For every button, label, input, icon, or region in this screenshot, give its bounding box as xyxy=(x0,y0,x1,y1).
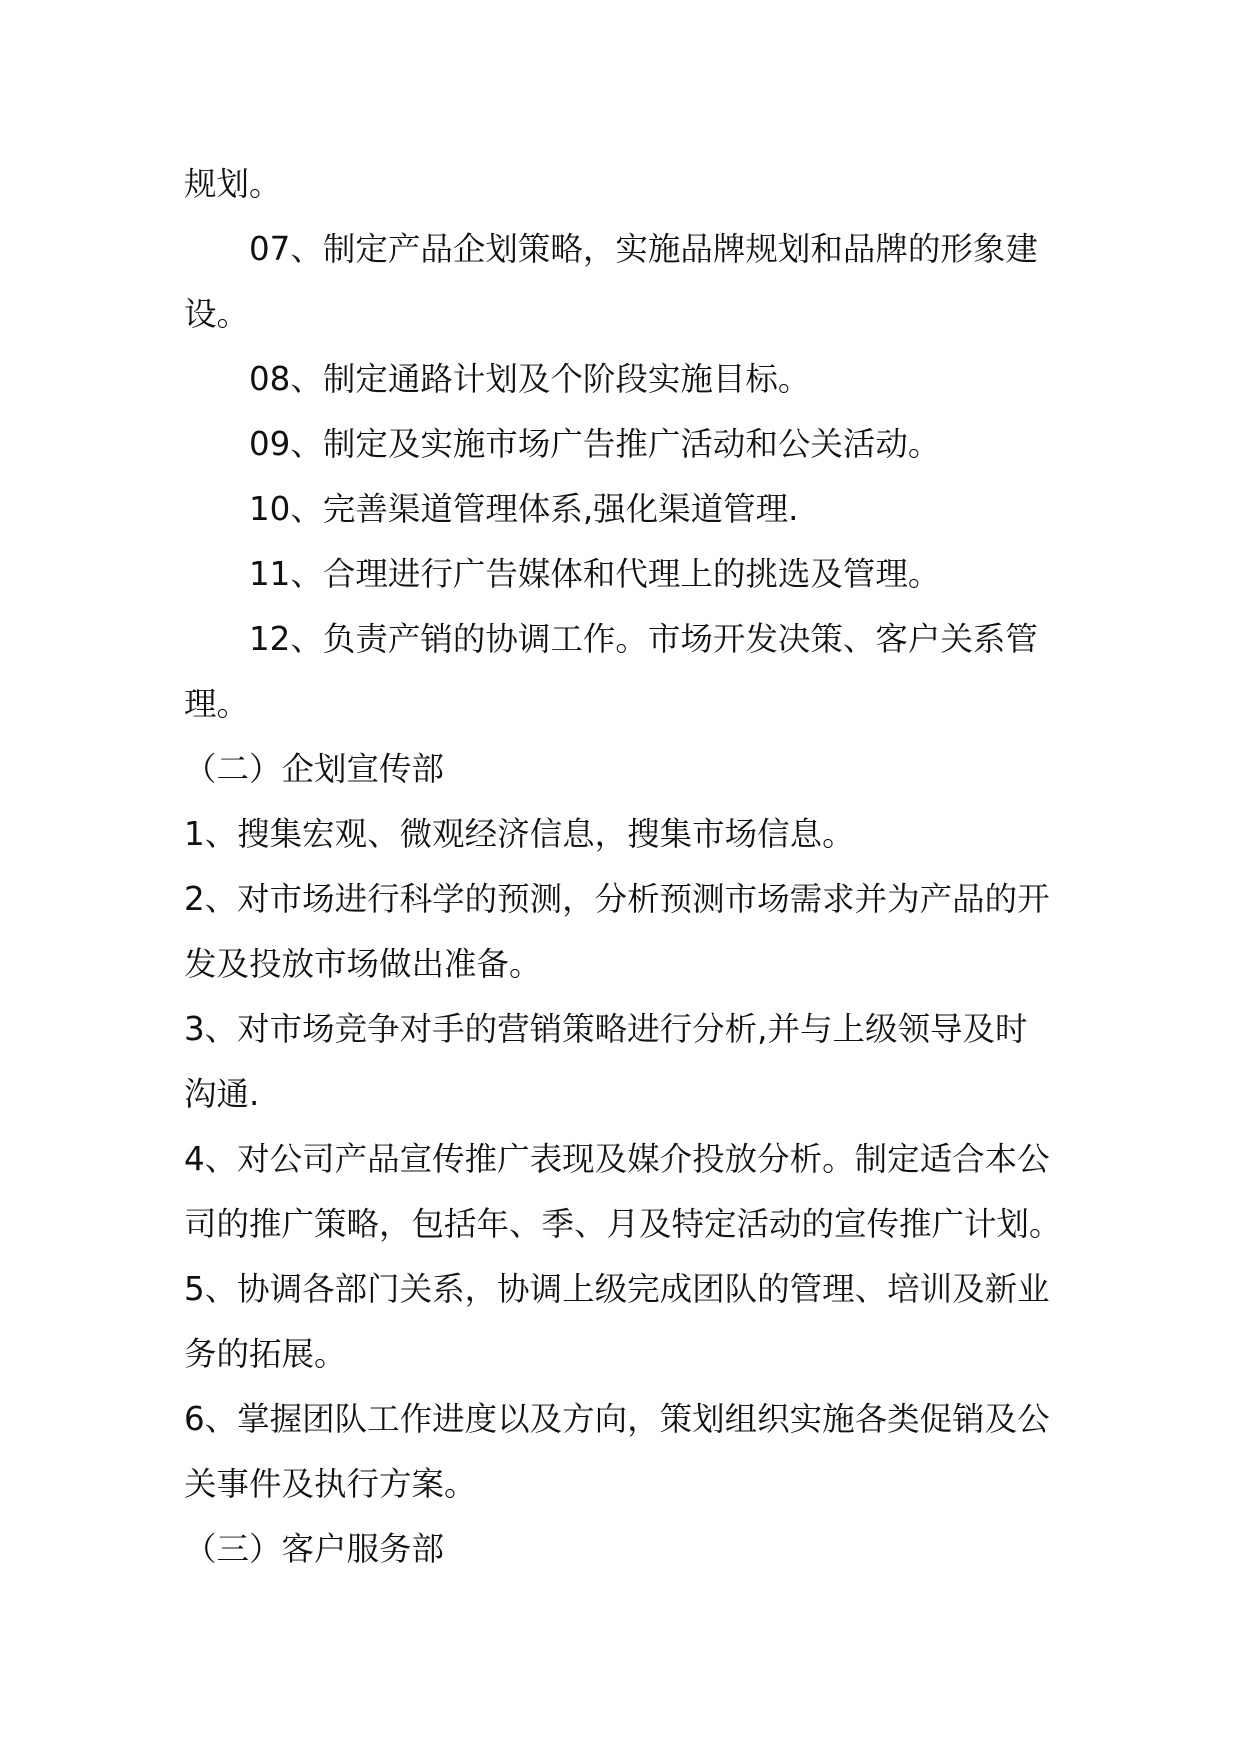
list-item-09: 09、制定及实施市场广告推广活动和公关活动。 xyxy=(249,425,941,463)
paragraph-line: 务的拓展。 xyxy=(184,1335,347,1373)
list-item-11: 11、合理进行广告媒体和代理上的挑选及管理。 xyxy=(249,555,941,593)
list-item-6: 6、掌握团队工作进度以及方向，策划组织实施各类促销及公 xyxy=(184,1400,1050,1438)
section-heading: （三）客户服务部 xyxy=(184,1530,445,1568)
list-item-08: 08、制定通路计划及个阶段实施目标。 xyxy=(249,360,811,398)
paragraph-line: 规划。 xyxy=(184,165,282,203)
list-item-2: 2、对市场进行科学的预测，分析预测市场需求并为产品的开 xyxy=(184,880,1050,918)
list-item-3: 3、对市场竞争对手的营销策略进行分析,并与上级领导及时 xyxy=(184,1010,1028,1048)
paragraph-line: 关事件及执行方案。 xyxy=(184,1465,477,1503)
list-item-10: 10、完善渠道管理体系,强化渠道管理. xyxy=(249,490,799,528)
paragraph-line: 理。 xyxy=(184,685,250,723)
section-heading: （二）企划宣传部 xyxy=(184,750,445,788)
paragraph-line: 发及投放市场做出准备。 xyxy=(184,945,542,983)
list-item-1: 1、搜集宏观、微观经济信息，搜集市场信息。 xyxy=(184,815,855,853)
list-item-4: 4、对公司产品宣传推广表现及媒介投放分析。制定适合本公 xyxy=(184,1140,1050,1178)
list-item-07: 07、制定产品企划策略，实施品牌规划和品牌的形象建 xyxy=(249,230,1038,268)
paragraph-line: 司的推广策略，包括年、季、月及特定活动的宣传推广计划。 xyxy=(184,1205,1062,1243)
list-item-5: 5、协调各部门关系，协调上级完成团队的管理、培训及新业 xyxy=(184,1270,1050,1308)
paragraph-line: 设。 xyxy=(184,295,250,333)
list-item-12: 12、负责产销的协调工作。市场开发决策、客户关系管 xyxy=(249,620,1038,658)
paragraph-line: 沟通. xyxy=(184,1075,260,1113)
